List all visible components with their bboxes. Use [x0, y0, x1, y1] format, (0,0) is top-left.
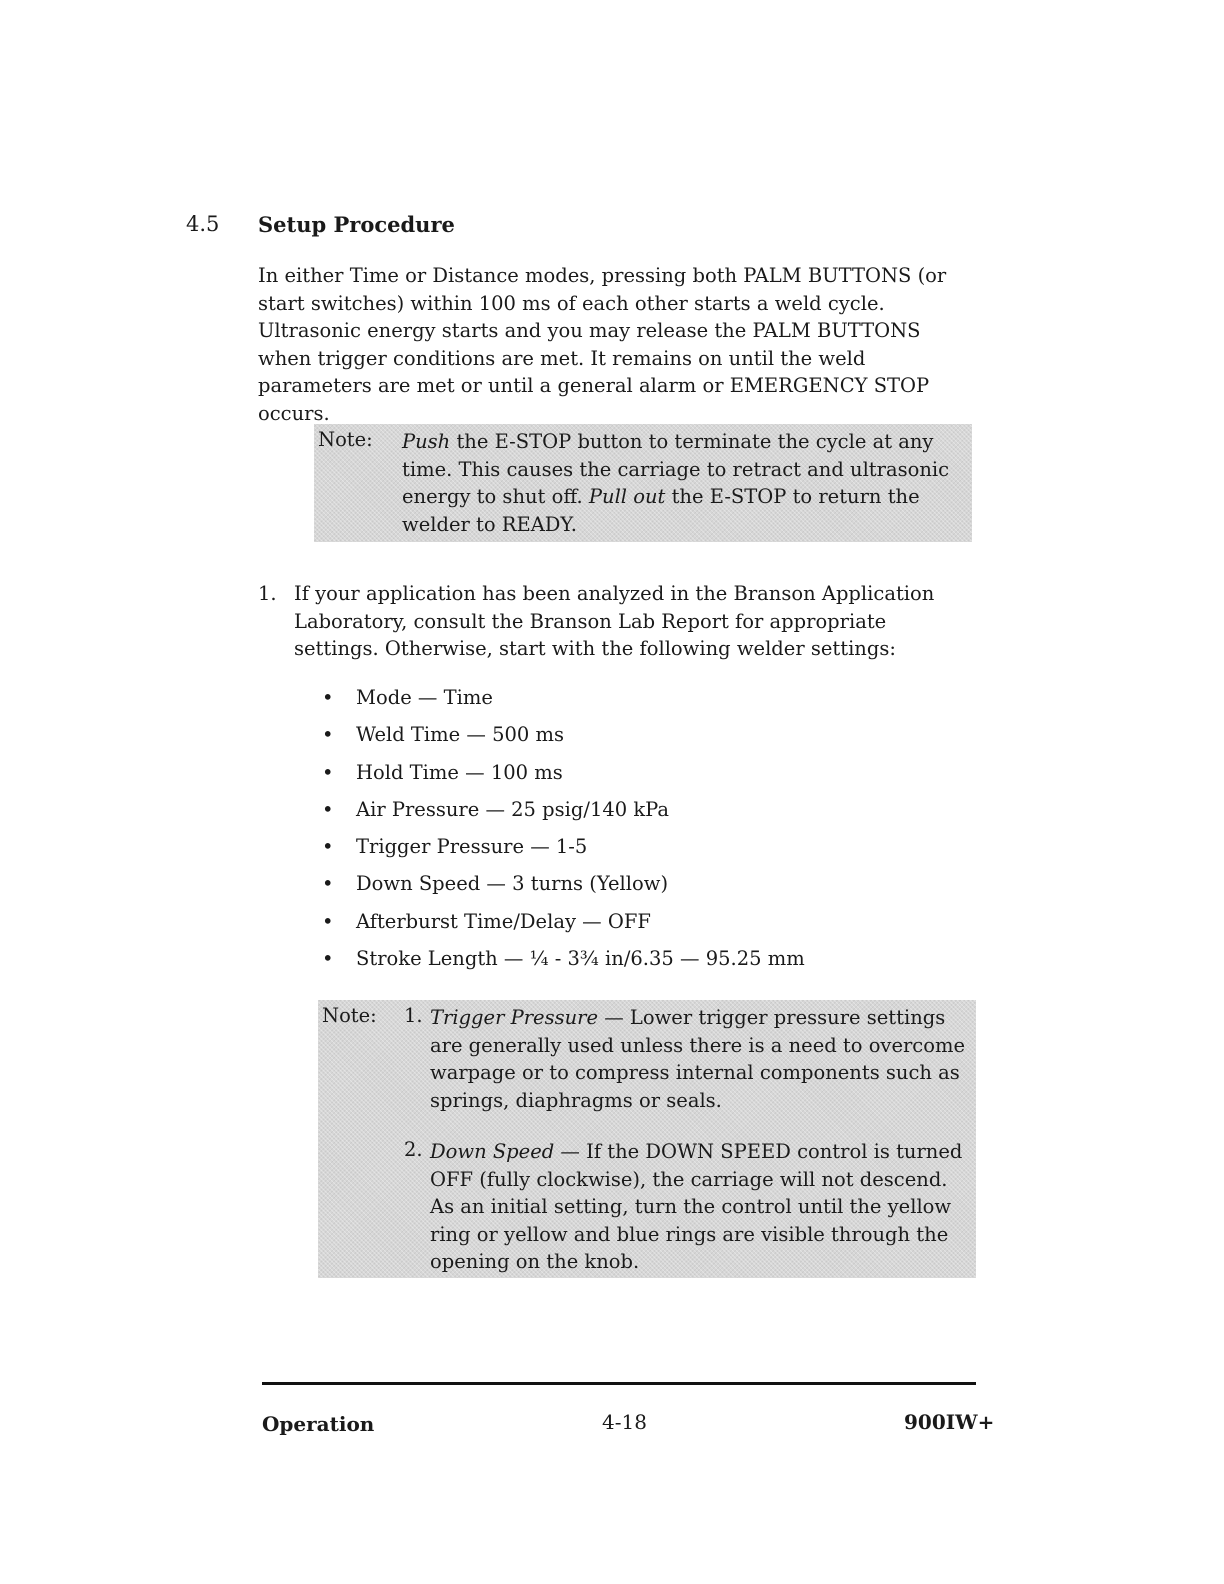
note-item-title: Trigger Pressure [430, 1006, 599, 1029]
step-number: 1. [258, 582, 277, 605]
bullet-icon: • [322, 947, 334, 971]
setting-text: Down Speed — 3 turns (Yellow) [356, 872, 669, 896]
note-item-number: 2. [404, 1138, 423, 1161]
bullet-icon: • [322, 835, 334, 859]
footer-rule [262, 1382, 976, 1385]
note-text-part: the E-STOP to return the welder to READY. [402, 485, 920, 536]
note-item-title: Down Speed [430, 1140, 555, 1163]
note-emphasis-pull-out: Pull out [588, 485, 666, 508]
setting-text: Air Pressure — 25 psig/140 kPa [356, 797, 670, 821]
bullet-icon: • [322, 909, 334, 933]
footer-page-number: 4-18 [602, 1410, 647, 1434]
note-item-number: 1. [404, 1004, 423, 1027]
setting-text: Afterburst Time/Delay — OFF [356, 909, 651, 933]
section-title: Setup Procedure [258, 212, 455, 237]
bullet-icon: • [322, 760, 334, 784]
note-item-text [430, 1138, 970, 1276]
footer-model: 900IW+ [904, 1410, 995, 1434]
section-number: 4.5 [186, 212, 220, 236]
bullet-icon: • [322, 723, 334, 747]
bullet-icon: • [322, 686, 334, 709]
note-item-body: — Lower trigger pressure settings are generally used unless there is a need to overcome warpage or to compress internal components such as springs, diaphragms or seals. [430, 1006, 966, 1112]
note-text-part: the E-STOP button to terminate the cycle at any time. This causes the carriage to retract and ultrasonic energy to shut off. [402, 430, 950, 508]
setting-text: Mode — Time [356, 686, 493, 709]
footer-chapter: Operation [262, 1412, 375, 1436]
note-emphasis-push: Push [402, 430, 451, 453]
note-box-settings [318, 1000, 976, 1278]
note-label: Note: [322, 1004, 377, 1027]
note-item-text [430, 1004, 970, 1114]
note-box-estop [314, 424, 972, 542]
setting-text: Trigger Pressure — 1-5 [356, 835, 588, 859]
intro-paragraph: In either Time or Distance modes, pressing both PALM BUTTONS (or start switches) within 100 ms of each other starts a weld cycle. Ultrasonic energy starts and you may release the PALM BUTTONS when trigger conditions are met. It remains on until the weld parameters are met or until a general alarm or EMERGENCY STOP occurs. [258, 264, 947, 425]
note-label: Note: [318, 428, 373, 451]
setting-text: Hold Time — 100 ms [356, 760, 563, 784]
step-text: If your application has been analyzed in the Branson Application Laboratory, consult the Branson Lab Report for appropriate settings. Otherwise, start with the following welder settings: [294, 582, 935, 660]
note-item-body: — If the DOWN SPEED control is turned OFF (fully clockwise), the carriage will not descend. As an initial setting, turn the control until the yellow ring or yellow and blue rings are visible through the opening on the knob. [430, 1140, 963, 1273]
bullet-icon: • [322, 797, 334, 821]
bullet-icon: • [322, 872, 334, 896]
setting-text: Weld Time — 500 ms [356, 723, 564, 747]
note-text [402, 428, 968, 538]
setting-text: Stroke Length — ¼ - 3¾ in/6.35 — 95.25 mm [356, 947, 805, 971]
